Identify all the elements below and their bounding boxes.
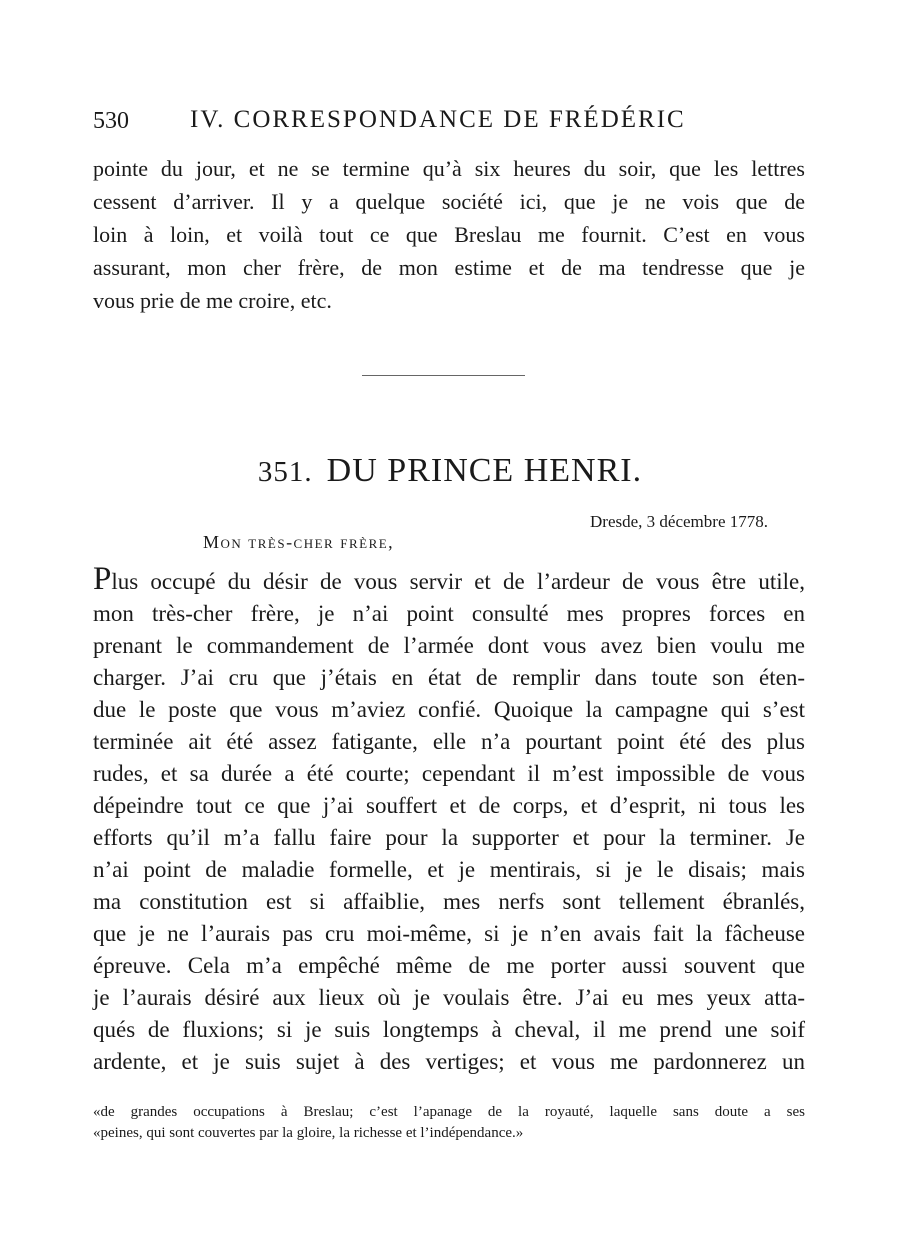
letter-heading — [0, 452, 900, 490]
text-line: ardente, et je suis sujet à des vertiges; et vous me pardonnerez un — [93, 1049, 805, 1074]
text-line — [93, 561, 805, 598]
text-line: assurant, mon cher frère, de mon estime et de ma tendresse que je — [93, 255, 805, 280]
running-head — [93, 106, 813, 140]
text-line: loin à loin, et voilà tout ce que Breslau me fournit. C’est en vous — [93, 222, 805, 247]
footnote — [93, 1102, 805, 1144]
letter-body — [93, 561, 805, 1078]
text-line: due le poste que vous m’aviez confié. Quoique la campagne qui s’est — [93, 697, 805, 722]
text-line: mon très-cher frère, je n’ai point consulté mes propres forces en — [93, 601, 805, 626]
text-line: prenant le commandement de l’armée dont vous avez bien voulu me — [93, 633, 805, 658]
text-line: efforts qu’il m’a fallu faire pour la supporter et pour la terminer. Je — [93, 825, 805, 850]
text-line: ma constitution est si affaiblie, mes nerfs sont tellement ébranlés, — [93, 889, 805, 914]
letter-number: 351. — [257, 456, 313, 488]
previous-letter-ending — [93, 152, 805, 317]
text-line: pointe du jour, et ne se termine qu’à six heures du soir, que les lettres — [93, 156, 805, 181]
text-line: je l’aurais désiré aux lieux où je voulais être. J’ai eu mes yeux atta- — [93, 985, 805, 1010]
text-line: cessent d’arriver. Il y a quelque société ici, que je ne vois que de — [93, 189, 805, 214]
first-line-text: lus occupé du désir de vous servir et de l’ardeur de vous être utile, — [111, 569, 805, 594]
text-line: dépeindre tout ce que j’ai souffert et de corps, et d’esprit, ni tous les — [93, 793, 805, 818]
footnote-line: «peines, qui sont couvertes par la gloire, la richesse et l’indépendance.» — [93, 1125, 524, 1141]
text-line: que je ne l’aurais pas cru moi-même, si je n’en avais fait la fâcheuse — [93, 921, 805, 946]
text-line: rudes, et sa durée a été courte; cependant il m’est impossible de vous — [93, 761, 805, 786]
text-line: n’ai point de maladie formelle, et je mentirais, si je le disais; mais — [93, 857, 805, 882]
dateline: Dresde, 3 décembre 1778. — [590, 512, 768, 531]
text-line: épreuve. Cela m’a empêché même de me porter aussi souvent que — [93, 953, 805, 978]
text-line: terminée ait été assez fatigante, elle n’a pourtant point été des plus — [93, 729, 805, 754]
text-line: vous prie de me croire, etc. — [93, 288, 332, 313]
drop-cap: P — [93, 561, 112, 597]
section-divider — [362, 375, 525, 376]
text-line: charger. J’ai cru que j’étais en état de remplir dans toute son éten- — [93, 665, 805, 690]
running-title: IV. CORRESPONDANCE DE FRÉDÉRIC — [190, 106, 686, 133]
footnote-line: «de grandes occupations à Breslau; c’est l’apanage de la royauté, laquelle sans doute a ses — [93, 1104, 805, 1120]
salutation: Mon très-cher frère, — [203, 532, 395, 552]
text-line: qués de fluxions; si je suis longtemps à cheval, il me prend une soif — [93, 1017, 805, 1042]
letter-title: DU PRINCE HENRI. — [326, 452, 643, 489]
page-number: 530 — [93, 108, 129, 134]
